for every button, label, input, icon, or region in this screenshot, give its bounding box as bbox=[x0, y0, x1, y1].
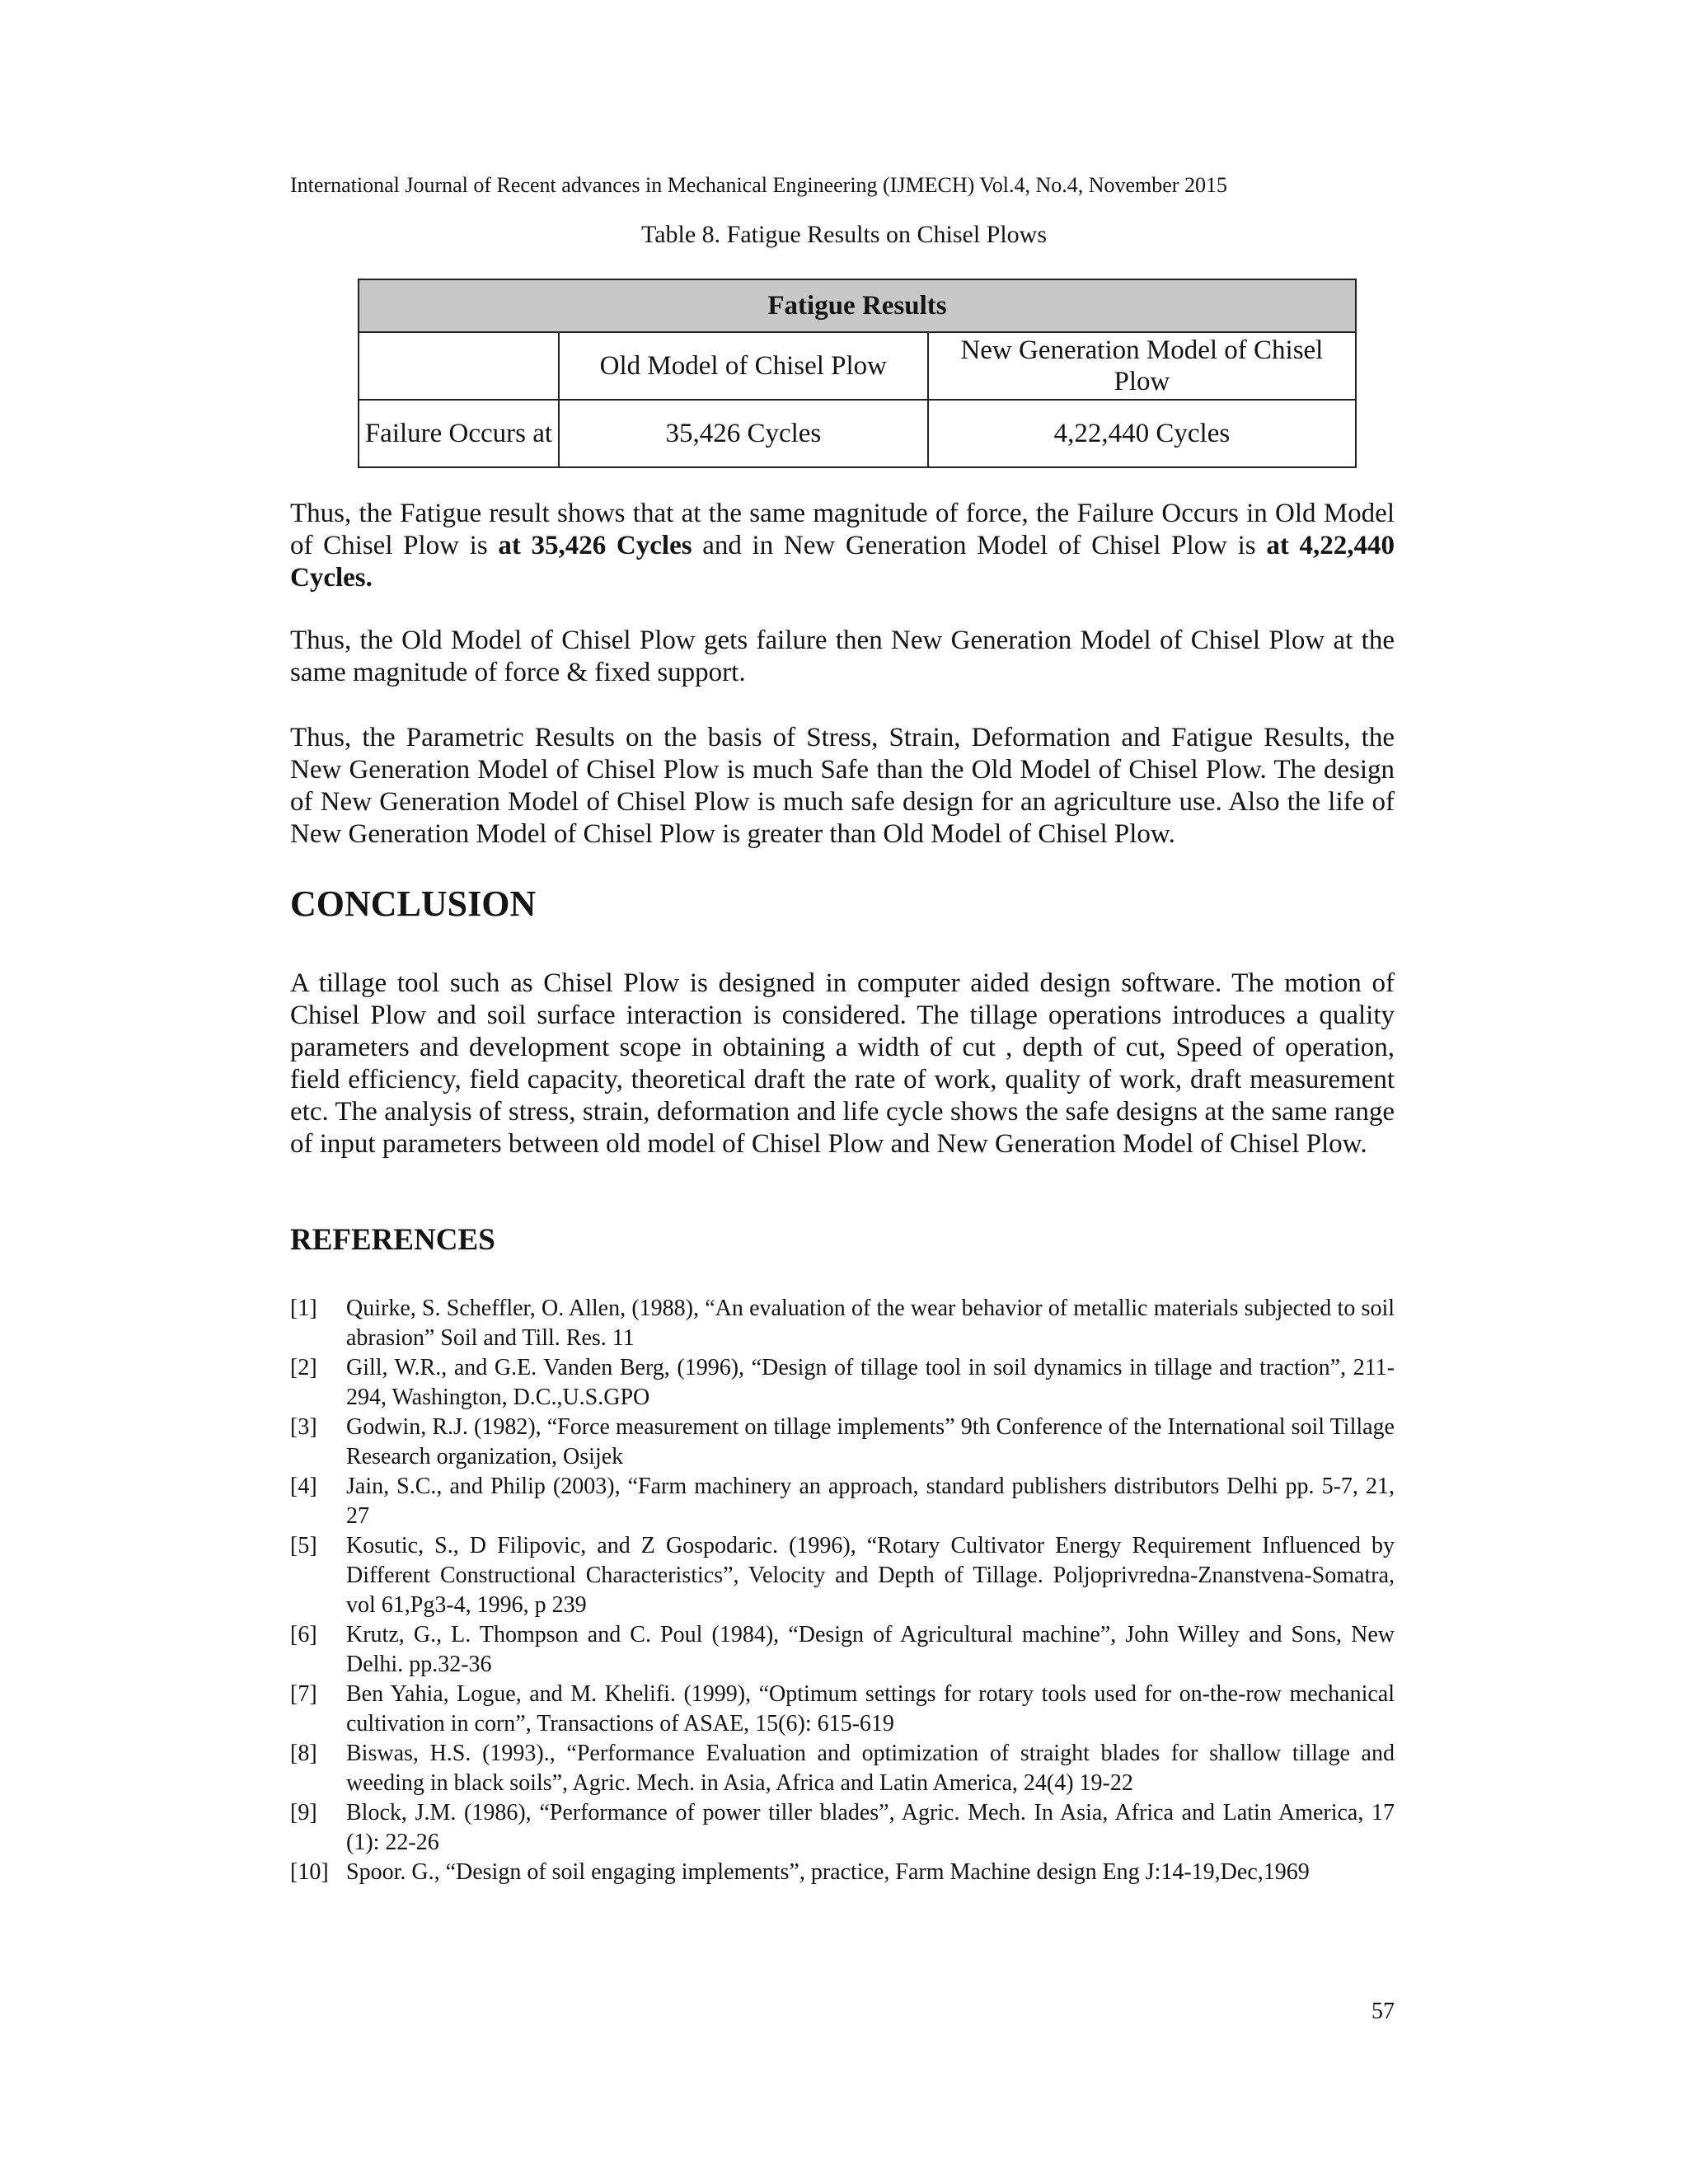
column-header-old-model: Old Model of Chisel Plow bbox=[559, 332, 928, 400]
reference-number: [7] bbox=[290, 1681, 317, 1707]
reference-number: [10] bbox=[290, 1859, 329, 1885]
reference-number: [8] bbox=[290, 1741, 317, 1766]
reference-number: [1] bbox=[290, 1296, 317, 1321]
reference-text: Gill, W.R., and G.E. Vanden Berg, (1996), “Design of tillage tool in soil dynamics in tillage and traction”, 211-294, Washington, D.C.,U.S.GPO bbox=[346, 1355, 1395, 1410]
reference-number: [3] bbox=[290, 1414, 317, 1440]
row-label: Failure Occurs at bbox=[359, 400, 559, 467]
reference-text: Spoor. G., “Design of soil engaging implements”, practice, Farm Machine design Eng J:14-19,Dec,1969 bbox=[346, 1859, 1310, 1885]
reference-item bbox=[290, 1353, 1395, 1413]
reference-number: [4] bbox=[290, 1474, 317, 1499]
column-header-empty bbox=[359, 332, 559, 400]
fatigue-results-table bbox=[358, 279, 1357, 468]
table-header-row bbox=[359, 332, 1356, 400]
table-caption: Table 8. Fatigue Results on Chisel Plows bbox=[640, 221, 1048, 248]
reference-text: Biswas, H.S. (1993)., “Performance Evaluation and optimization of straight blades for shallow tillage and weeding in black soils”, Agric. Mech. in Asia, Africa and Latin America, 24(4) 19-22 bbox=[346, 1741, 1395, 1796]
references-heading: REFERENCES bbox=[290, 1223, 495, 1257]
reference-item bbox=[290, 1798, 1395, 1858]
reference-text: Kosutic, S., D Filipovic, and Z Gospodaric. (1996), “Rotary Cultivator Energy Requirement Influenced by Different Constructional Characteristics”, Velocity and Depth of Tillage. Poljoprivredna-Znanstvena-Somatra, vol 61,Pg3-4, 1996, p 239 bbox=[346, 1533, 1395, 1618]
bold-new-cycles: at 4,22,440 Cycles. bbox=[290, 531, 1395, 593]
reference-text: Block, J.M. (1986), “Performance of power tiller blades”, Agric. Mech. In Asia, Africa and Latin America, 17 (1): 22-26 bbox=[346, 1800, 1395, 1855]
reference-text: Krutz, G., L. Thompson and C. Poul (1984), “Design of Agricultural machine”, John Willey and Sons, New Delhi. pp.32-36 bbox=[346, 1622, 1395, 1677]
reference-number: [2] bbox=[290, 1355, 317, 1380]
reference-text: Godwin, R.J. (1982), “Force measurement on tillage implements” 9th Conference of the International soil Tillage Research organization, Osijek bbox=[346, 1414, 1395, 1469]
conclusion-heading: CONCLUSION bbox=[290, 883, 537, 924]
reference-number: [5] bbox=[290, 1533, 317, 1558]
cell-new-model-cycles: 4,22,440 Cycles bbox=[928, 400, 1356, 467]
reference-item bbox=[290, 1413, 1395, 1472]
parametric-results-paragraph: Thus, the Parametric Results on the basis of Stress, Strain, Deformation and Fatigue Results, the New Generation Model of Chisel Plow is much Safe than the Old Model of Chisel Plow. The design of New Generation Model of Chisel Plow is much safe design for an agriculture use. Also the life of New Generation Model of Chisel Plow is greater than Old Model of Chisel Plow. bbox=[290, 723, 1395, 849]
paragraph-text: Thus, the Fatigue result shows that at the same magnitude of force, the Failure Occurs in Old Model of Chisel Plow is bbox=[290, 499, 1395, 560]
failure-comparison-paragraph: Thus, the Old Model of Chisel Plow gets failure then New Generation Model of Chisel Plow at the same magnitude of force & fixed support. bbox=[290, 626, 1395, 687]
conclusion-paragraph: A tillage tool such as Chisel Plow is designed in computer aided design software. The motion of Chisel Plow and soil surface interaction is considered. The tillage operations introduces a quality parameters and development scope in obtaining a width of cut , depth of cut, Speed of operation, field efficiency, field capacity, theoretical draft the rate of work, quality of work, draft measurement etc. The analysis of stress, strain, deformation and life cycle shows the safe designs at the same range of input parameters between old model of Chisel Plow and New Generation Model of Chisel Plow. bbox=[290, 968, 1395, 1159]
reference-item bbox=[290, 1531, 1395, 1620]
fatigue-result-paragraph bbox=[290, 498, 1395, 594]
table-title: Fatigue Results bbox=[359, 279, 1356, 332]
reference-item bbox=[290, 1739, 1395, 1798]
reference-text: Jain, S.C., and Philip (2003), “Farm machinery an approach, standard publishers distributors Delhi pp. 5-7, 21, 27 bbox=[346, 1474, 1395, 1529]
reference-text: Ben Yahia, Logue, and M. Khelifi. (1999), “Optimum settings for rotary tools used for on-the-row mechanical cultivation in corn”, Transactions of ASAE, 15(6): 615-619 bbox=[346, 1681, 1395, 1736]
paragraph-text: and in New Generation Model of Chisel Plow is bbox=[692, 531, 1267, 560]
reference-item bbox=[290, 1620, 1395, 1680]
reference-item bbox=[290, 1294, 1395, 1353]
reference-list bbox=[290, 1294, 1395, 1887]
reference-item bbox=[290, 1858, 1395, 1887]
reference-number: [9] bbox=[290, 1800, 317, 1825]
page-number: 57 bbox=[1372, 1999, 1395, 2024]
reference-number: [6] bbox=[290, 1622, 317, 1647]
reference-item bbox=[290, 1680, 1395, 1739]
reference-item bbox=[290, 1472, 1395, 1531]
running-header: International Journal of Recent advances in Mechanical Engineering (IJMECH) Vol.4, No.4, November 2015 bbox=[290, 173, 1227, 197]
table-title-row bbox=[359, 279, 1356, 332]
bold-old-cycles: at 35,426 Cycles bbox=[498, 531, 692, 560]
table-row bbox=[359, 400, 1356, 467]
cell-old-model-cycles: 35,426 Cycles bbox=[559, 400, 928, 467]
column-header-new-model: New Generation Model of Chisel Plow bbox=[928, 332, 1356, 400]
reference-text: Quirke, S. Scheffler, O. Allen, (1988), “An evaluation of the wear behavior of metallic materials subjected to soil abrasion” Soil and Till. Res. 11 bbox=[346, 1296, 1395, 1351]
